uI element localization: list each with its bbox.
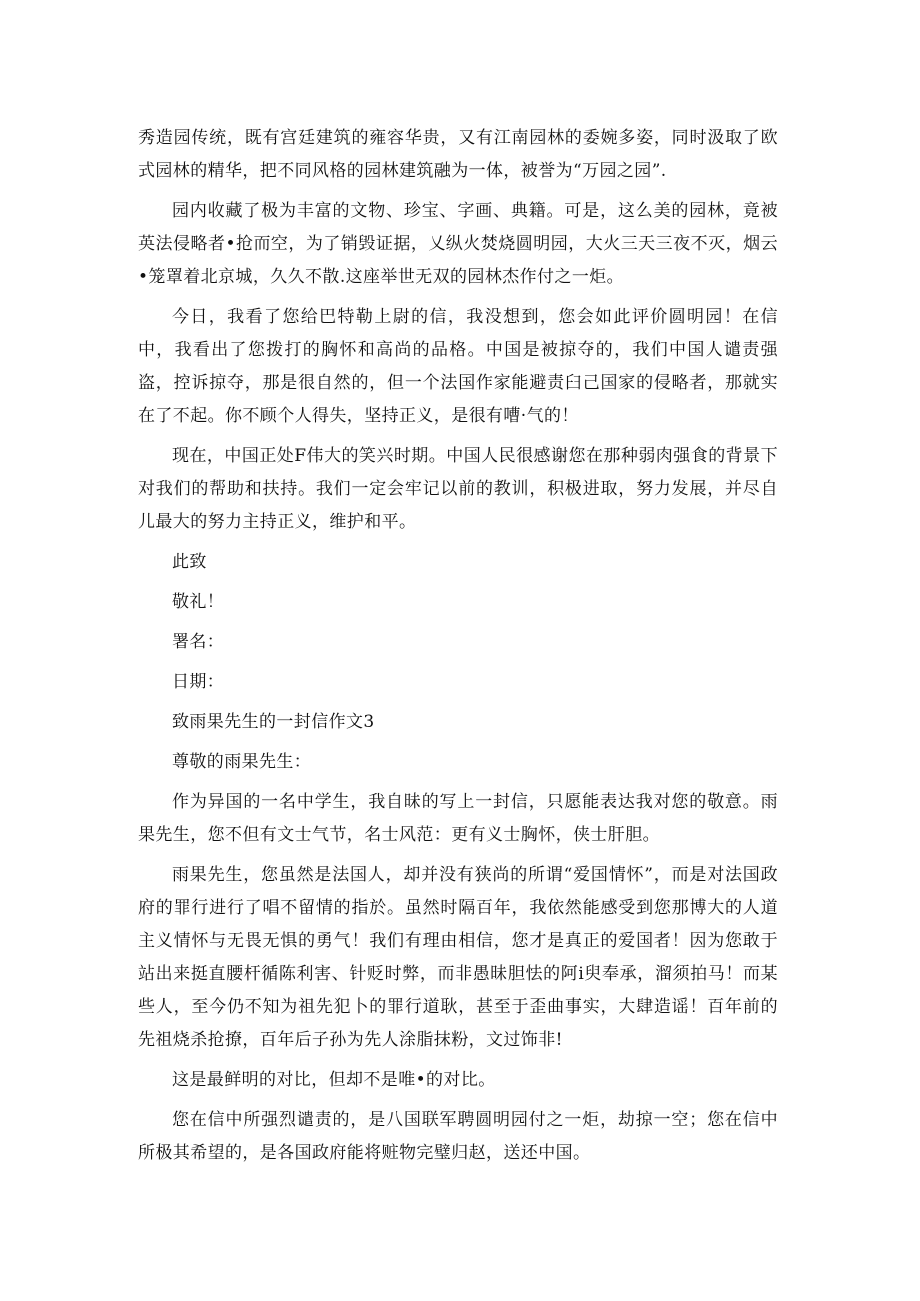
paragraph-collection: 园内收藏了极为丰富的文物、珍宝、字画、典籍。可是，这么美的园林，竟被英法侵略者•抢而空，为了销毁证据，乂纵火焚烧圆明园，大火三天三夜不灭，烟云•笼罩着北京城，久久不散.这座举世无双的园林杰作付之一炬。 [138, 201, 778, 287]
letter-greeting: 尊敬的雨果先生： [172, 752, 312, 772]
letter-paragraph-intro: 作为异国的一名中学生，我自昧的写上一封信，只愿能表达我对您的敬意。雨果先生，您不但有文士气节，名士风范：更有义士胸怀，侠士肝胆。 [138, 792, 778, 845]
letter-paragraph-contrast: 这是最鲜明的对比，但却不是唯•的对比。 [172, 1070, 496, 1090]
paragraph-revival: 现在，中国正处F伟大的笑兴时期。中国人民很感谢您在那种弱肉强食的背景下对我们的帮助和扶持。我们一定会牢记以前的教训，积极进取，努力发展，并尽自儿最大的努力主持正义，维护和平。 [138, 446, 778, 532]
letter-paragraph-humanism: 雨果先生，您虽然是法国人，却并没有狭尚的所谓“爱国情怀”，而是对法国政府的罪行进行了唱不留情的指於。虽然时隔百年，我依然能感受到您那博大的人道主义情怀与无畏无惧的勇气！我们有理由相信，您才是真正的爱国者！因为您敢于站出来挺直腰杆循陈利害、针贬时弊，而非愚昧胆怯的阿i臾奉承，溜须拍马！而某些人，至今仍不知为祖先犯卜的罪行道耿，甚至于歪曲事实，大肆造谣！百年前的先祖烧杀抢撩，百年后子孙为先人涂脂抹粉，文过饰非! [138, 865, 778, 1050]
paragraph-reading-letter: 今日，我看了您给巴特勒上尉的信，我没想到，您会如此评价圆明园！在信中，我看出了您拨打的胸怀和高尚的品格。中国是被掠夺的，我们中国人谴责强盗，控诉掠夺，那是很自然的，但一个法国作家能避责臼己国家的侵略者，那就实在了不起。你不顾个人得失，坚持正义，是很有嘈·气的！ [138, 307, 778, 426]
closing-salutation: 此致 [172, 552, 207, 572]
date-label: 日期： [172, 672, 225, 692]
letter-paragraph-condemnation: 您在信中所强烈谴责的，是八国联军聘圆明园付之一炬，劫掠一空；您在信中所极其希望的，是各国政府能将赃物完璧归赵，送还中国。 [138, 1110, 778, 1163]
signature-label: 署名： [172, 632, 225, 652]
document-body [138, 122, 778, 1177]
closing-respect: 敬礼！ [172, 592, 225, 612]
paragraph-continuation: 秀造园传统，既有宫廷建筑的雍容华贵，又有江南园林的委婉多姿，同时汲取了欧式园林的精华，把不同风格的园林建筑融为一体，被誉为“万园之园”. [138, 128, 778, 181]
essay-title: 致雨果先生的一封信作文3 [172, 712, 375, 732]
